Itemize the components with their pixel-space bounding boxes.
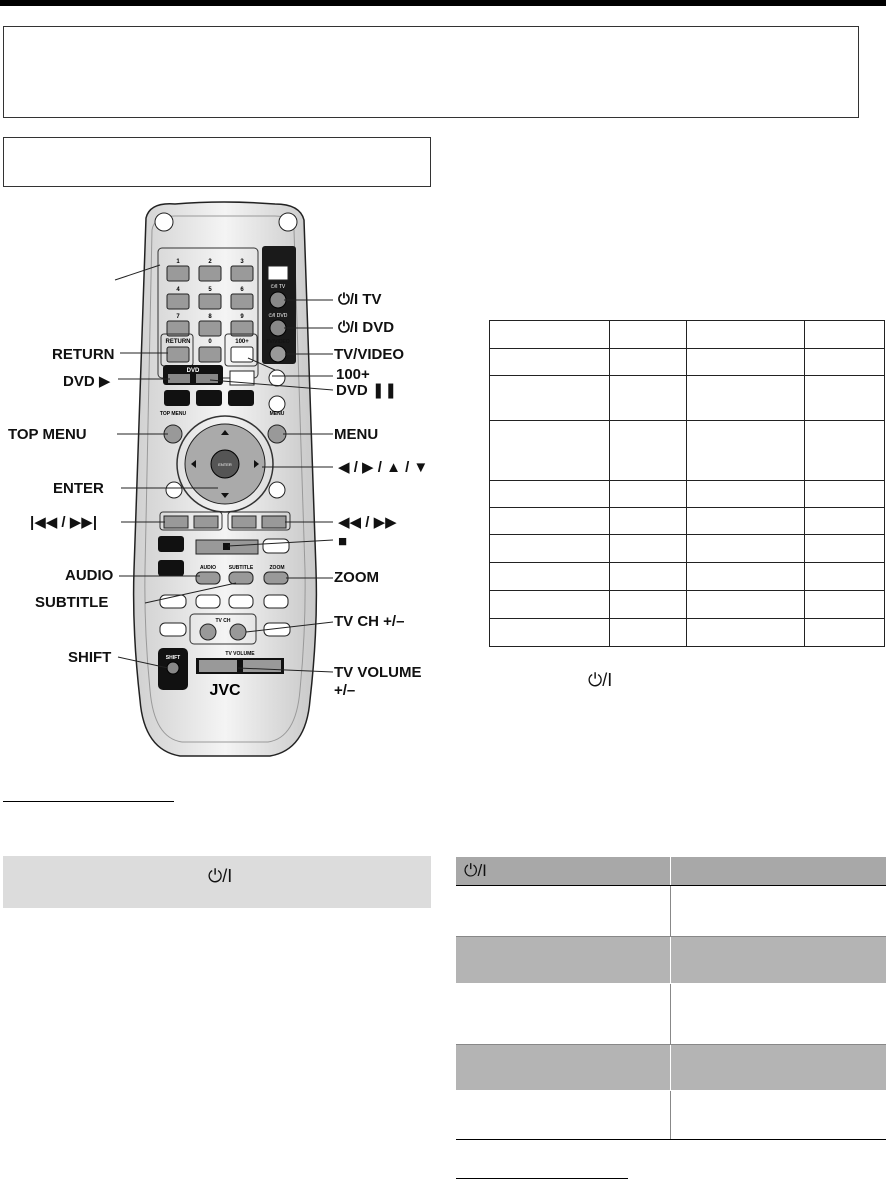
title-box [3, 26, 859, 118]
callout-cursor: ◀ / ▶ / ▲ / ▼ [338, 459, 429, 476]
callout-return: RETURN [52, 346, 115, 363]
key-2-label: 2 [208, 259, 212, 265]
function-table-row [456, 1045, 886, 1090]
power-tv-key-label: ⏻/I TV [270, 284, 286, 290]
zoom-key-label: ZOOM [269, 565, 285, 571]
callout-tv-volume: TV VOLUME [334, 664, 422, 681]
function-table [456, 857, 886, 1142]
callout-zoom: ZOOM [334, 569, 379, 586]
enter-key-label: ENTER [218, 462, 232, 467]
callout-subtitle: SUBTITLE [35, 594, 109, 611]
callout-100-plus: 100+ [336, 366, 370, 383]
callout-top-menu: TOP MENU [8, 426, 87, 443]
callout-audio: AUDIO [65, 567, 114, 584]
key-6-label: 6 [240, 287, 244, 293]
function-table-row [456, 937, 886, 983]
power-symbol-inline-left: ⏻/I [208, 866, 233, 886]
key-4-label: 4 [176, 287, 180, 293]
callout-power-dvd: ⏻/I DVD [338, 319, 395, 336]
menu-key-label: MENU [269, 411, 285, 417]
key-5-label: 5 [208, 287, 212, 293]
tv-volume-key-label: TV VOLUME [225, 651, 255, 657]
power-symbol-inline-right: ⏻/I [588, 670, 613, 690]
callout-shift: SHIFT [68, 649, 112, 666]
power-dvd-key-label: ⏻/I DVD [268, 313, 288, 319]
code-table [489, 320, 885, 647]
key-9-label: 9 [240, 314, 244, 320]
section-heading-box [3, 137, 431, 187]
jvc-logo: JVC [209, 682, 241, 699]
callout-tv-volume-plusminus: +/– [334, 682, 356, 699]
function-table-header-symbol: ⏻/I [464, 861, 487, 880]
tv-ch-key-label: TV CH [215, 618, 231, 624]
function-table-header [456, 857, 886, 886]
callout-stop: ■ [338, 533, 348, 550]
key-return-label: RETURN [165, 339, 191, 345]
function-table-row [456, 1091, 886, 1140]
callout-dvd-pause: DVD ❚❚ [336, 382, 397, 399]
footnote-rule-right [456, 1178, 628, 1179]
callout-tv-ch: TV CH +/– [334, 613, 405, 630]
function-table-row [456, 886, 886, 937]
subtitle-key-label: SUBTITLE [228, 565, 254, 571]
function-table-row [456, 984, 886, 1045]
key-100-label: 100+ [235, 339, 249, 345]
key-3-label: 3 [240, 259, 244, 265]
callout-enter: ENTER [53, 480, 104, 497]
callout-menu: MENU [334, 426, 379, 443]
callout-skip: |◀◀ / ▶▶| [30, 514, 98, 531]
callout-dvd-play: DVD ▶ [63, 373, 111, 390]
key-7-label: 7 [176, 314, 180, 320]
key-1-label: 1 [176, 259, 180, 265]
callout-power-tv: ⏻/I TV [338, 291, 382, 308]
callout-tv-video: TV/VIDEO [334, 346, 405, 363]
callout-search: ◀◀ / ▶▶ [338, 514, 397, 531]
tv-video-key-label: TV/VIDEO [266, 339, 290, 345]
footnote-rule-left [3, 801, 174, 802]
audio-key-label: AUDIO [199, 565, 217, 571]
top-rule [0, 0, 886, 6]
top-menu-key-label: TOP MENU [159, 411, 187, 417]
dvd-key-label: DVD [186, 368, 200, 374]
key-0-label: 0 [208, 339, 212, 345]
shift-key-label: SHIFT [165, 655, 181, 661]
key-8-label: 8 [208, 314, 212, 320]
